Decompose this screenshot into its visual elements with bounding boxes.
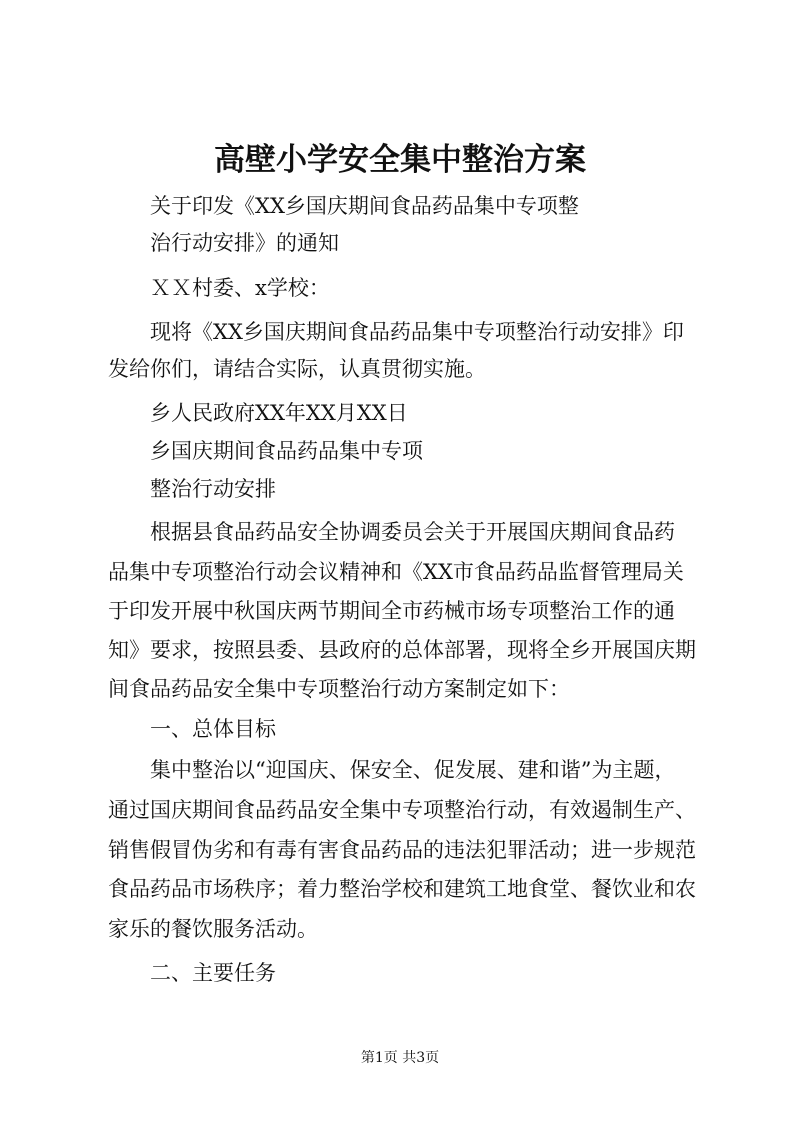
paragraph-line: 现将《XX乡国庆期间食品药品集中专项整治行动安排》印 [150,320,684,344]
paragraph-line: 集中整治以“迎国庆、保安全、促发展、建和谐”为主题， [150,758,676,782]
paragraph-line: 家乐的餐饮服务活动。 [108,917,318,941]
paragraph-line: 间食品药品安全集中专项整治行动方案制定如下： [108,677,570,701]
paragraph-line: 食品药品市场秩序；着力整治学校和建筑工地食堂、餐饮业和农 [108,877,696,901]
section-title-line-1: 乡国庆期间食品药品集中专项 [150,439,423,463]
page-title: 高壁小学安全集中整治方案 [214,142,586,178]
heading-overall-goal: 一、总体目标 [150,717,276,741]
notice-title-line-1: 关于印发《XX乡国庆期间食品药品集中专项整 [150,194,579,218]
recipient-line: ＸＸ村委、x学校： [150,276,330,300]
paragraph-line: 销售假冒伪劣和有毒有害食品药品的违法犯罪活动；进一步规范 [108,838,696,862]
signature-date-line: 乡人民政府XX年XX月XX日 [150,401,408,425]
paragraph-line: 通过国庆期间食品药品安全集中专项整治行动，有效遏制生产、 [108,798,696,822]
paragraph-line: 于印发开展中秋国庆两节期间全市药械市场专项整治工作的通 [108,599,675,623]
paragraph-line: 品集中专项整治行动会议精神和《XX市食品药品监督管理局关 [108,560,684,584]
section-title-line-2: 整治行动安排 [150,477,276,501]
heading-main-tasks: 二、主要任务 [150,961,276,985]
page-number-footer: 第1页 共3页 [360,1050,440,1066]
notice-title-line-2: 治行动安排》的通知 [150,231,339,255]
paragraph-line: 知》要求，按照县委、县政府的总体部署，现将全乡开展国庆期 [108,638,696,662]
paragraph-line: 根据县食品药品安全协调委员会关于开展国庆期间食品药 [150,520,675,544]
paragraph-line: 发给你们，请结合实际，认真贯彻实施。 [108,357,486,381]
